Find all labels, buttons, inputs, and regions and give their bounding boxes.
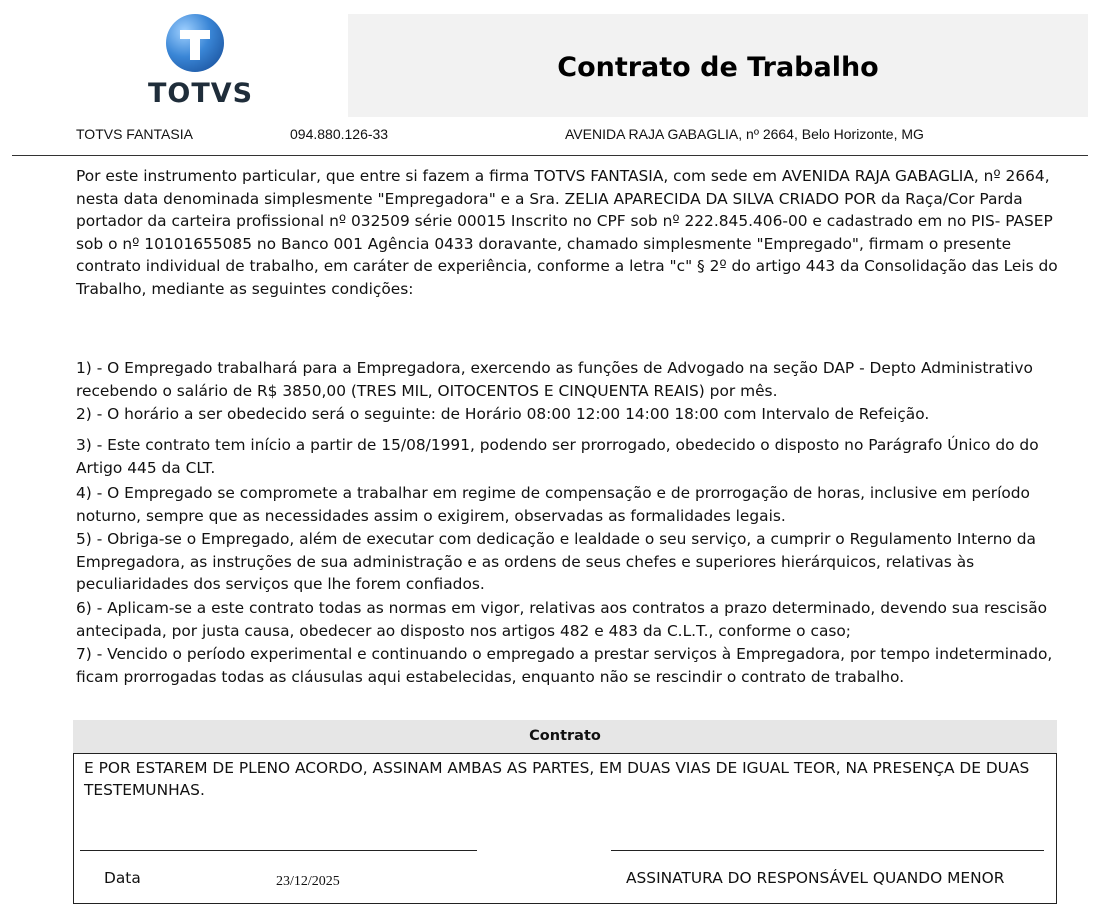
date-label: Data [104,869,141,887]
logo-wordmark: TOTVS [148,78,254,109]
document-title: Contrato de Trabalho [557,52,879,83]
company-address: AVENIDA RAJA GABAGLIA, nº 2664, Belo Horizonte, MG [565,126,924,142]
clause-3: 3) - Este contrato tem início a partir de 15/08/1991, podendo ser prorrogado, obedecido o disposto no Parágrafo Único do do Artigo 445 da CLT. [76,436,1039,477]
company-name: TOTVS FANTASIA [76,126,193,142]
date-value: 23/12/2025 [276,874,340,889]
signature-line-right [611,850,1044,851]
clause-7: 7) - Vencido o período experimental e continuando o empregado a prestar serviços à Empregadora, por tempo indeterminado, ficam prorrogadas todas as cláusulas aqui estabelecidas, enquanto não se rescindir o contrato de trabalho. [76,645,1053,686]
contract-heading: Contrato [529,728,601,744]
document-number: 094.880.126-33 [290,126,389,142]
signature-line-left [80,850,477,851]
header-divider [12,155,1088,156]
logo-t-mark-icon [166,14,224,72]
contract-section-header [73,720,1057,753]
clause-5: 5) - Obriga-se o Empregado, além de executar com dedicação e lealdade o seu serviço, a cumprir o Regulamento Interno da Empregadora, as instruções de sua administração e as ordens de seus chefes e superiores hierárquicos, relativas às peculiaridades dos serviços que lhe forem confiados. [76,530,1036,593]
title-box [348,14,1088,117]
clause-2: 2) - O horário a ser obedecido será o seguinte: de Horário 08:00 12:00 14:00 18:00 com Intervalo de Refeição. [76,405,930,423]
clause-4: 4) - O Empregado se compromete a trabalhar em regime de compensação e de prorrogação de horas, inclusive em período noturno, sempre que as necessidades assim o exigirem, observadas as formalidades legais. [76,484,1030,525]
totvs-logo [146,12,254,112]
clause-6: 6) - Aplicam-se a este contrato todas as normas em vigor, relativas aos contratos a prazo determinado, devendo sua rescisão antecipada, por justa causa, obedecer ao disposto nos artigos 482 e 483 da C.L.T., conforme o caso; [76,599,1048,640]
intro-paragraph: Por este instrumento particular, que entre si fazem a firma TOTVS FANTASIA, com sede em AVENIDA RAJA GABAGLIA, nº 2664, nesta data denominada simplesmente "Empregadora" e a Sra. ZELIA APARECIDA DA SILVA CRIADO POR da Raça/Cor Parda portador da carteira profissional nº 032509 série 00015 Inscrito no CPF sob nº 222.845.406-00 e cadastrado em no PIS- PASEP sob o nº 10101655085 no Banco 001 Agência 0433 doravante, chamado simplesmente "Empregado", firmam o presente contrato individual de trabalho, em caráter de experiência, conforme a letra "c" § 2º do artigo 443 da Consolidação das Leis do Trabalho, mediante as seguintes condições: [76,167,1058,298]
guardian-signature-label: ASSINATURA DO RESPONSÁVEL QUANDO MENOR [626,869,1005,887]
clause-1: 1) - O Empregado trabalhará para a Empregadora, exercendo as funções de Advogado na seção DAP - Depto Administrativo recebendo o salário de R$ 3850,00 (TRES MIL, OITOCENTOS E CINQUENTA REAIS) por mês. [76,359,1033,400]
agreement-statement: E POR ESTAREM DE PLENO ACORDO, ASSINAM AMBAS AS PARTES, EM DUAS VIAS DE IGUAL TEOR, NA PRESENÇA DE DUAS TESTEMUNHAS. [84,759,1030,799]
